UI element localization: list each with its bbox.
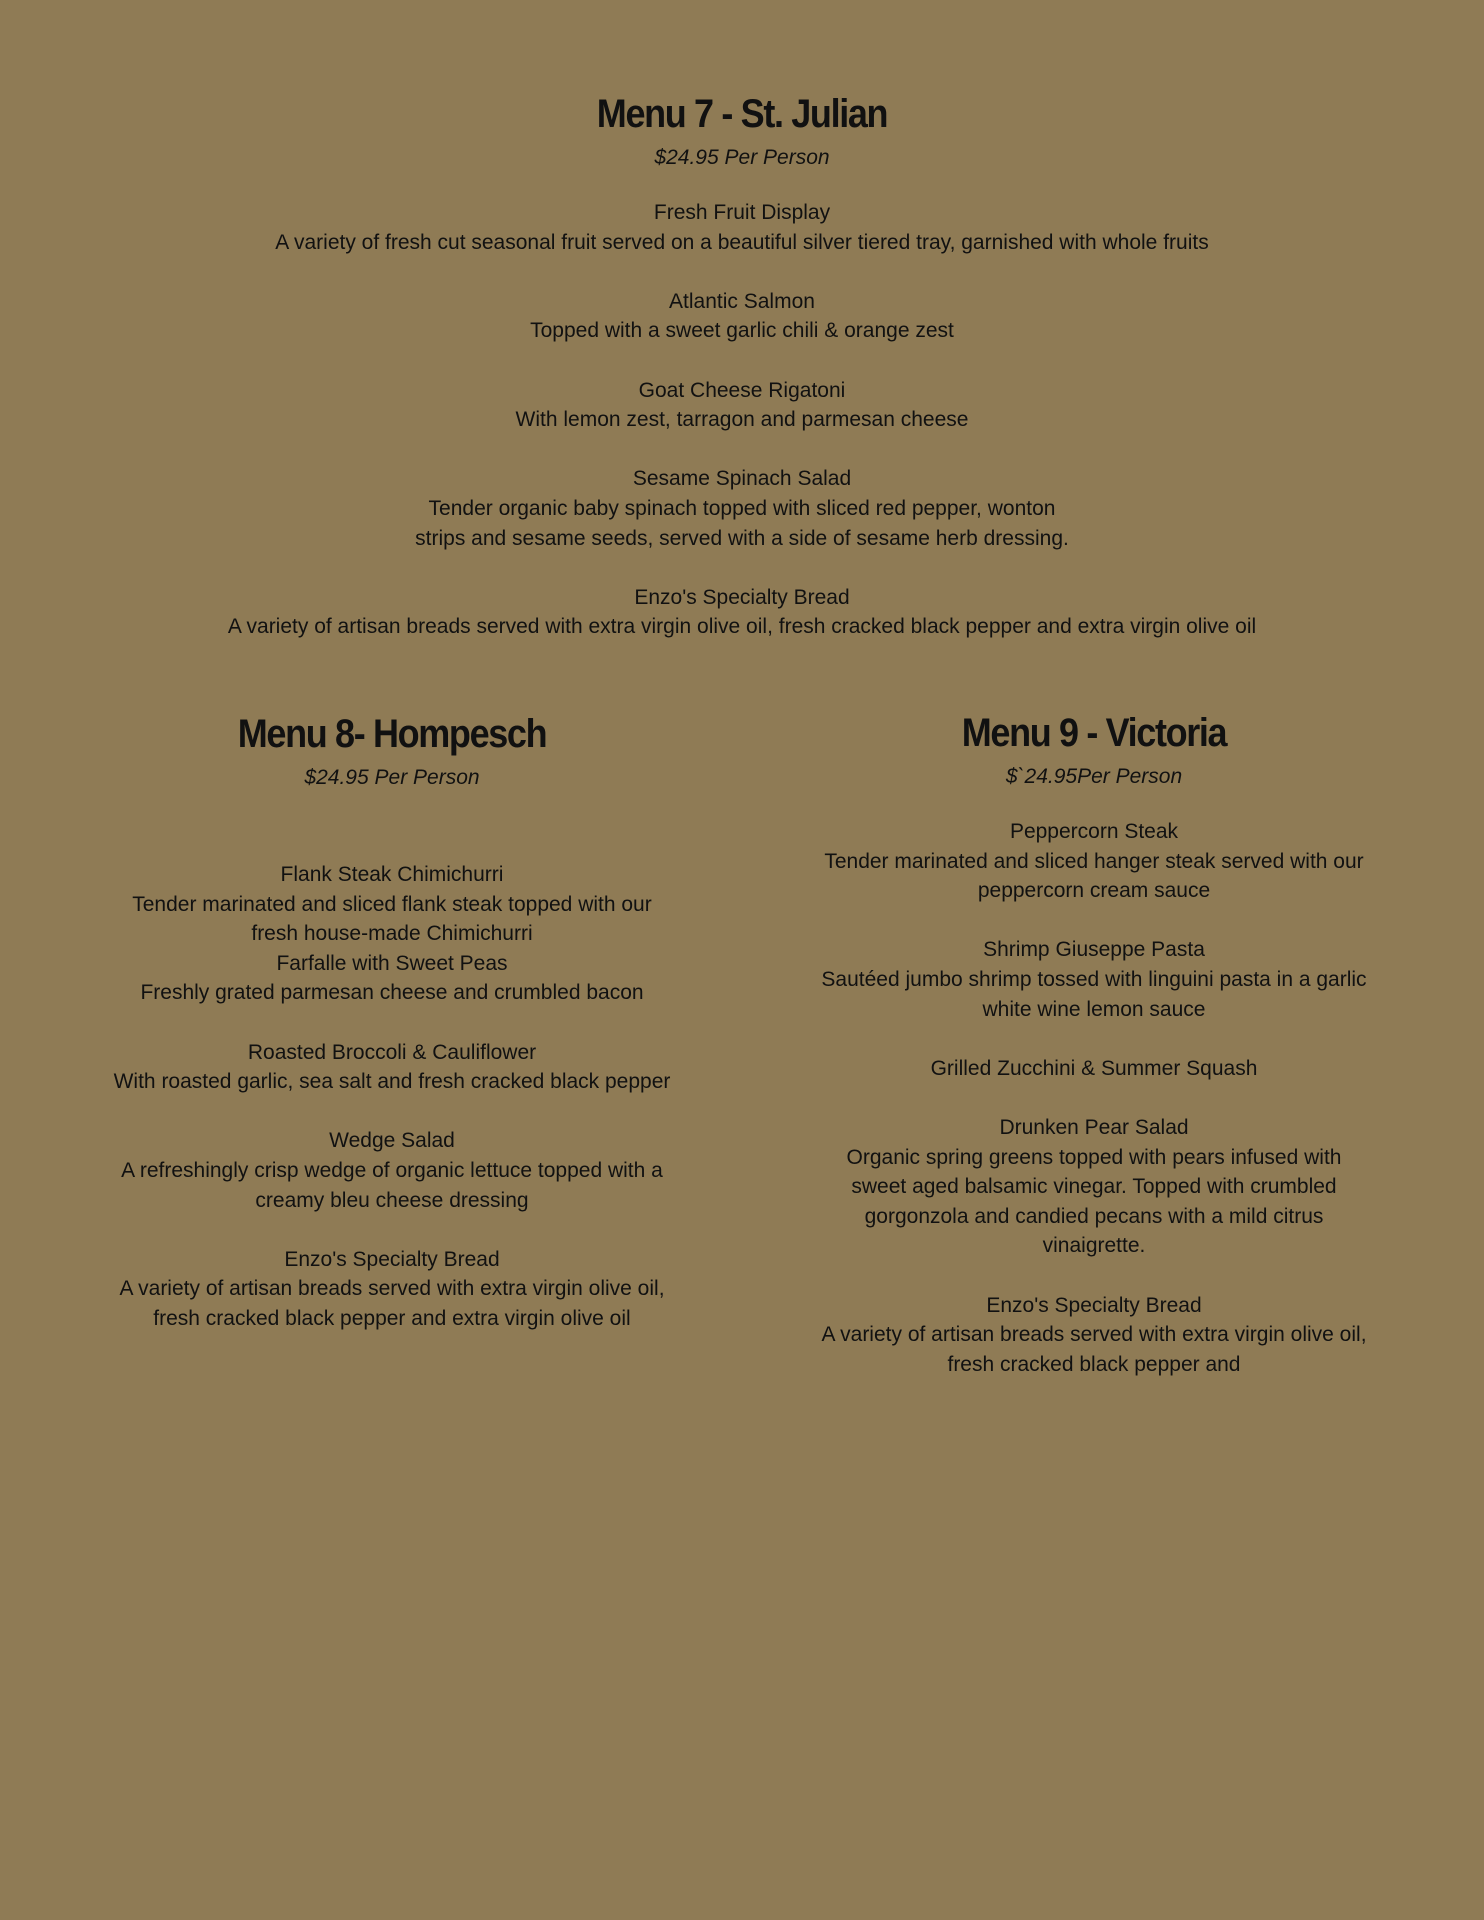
item-description: With roasted garlic, sea salt and fresh cracked black pepper [113, 1070, 671, 1094]
item-name: Peppercorn Steak [1009, 820, 1179, 843]
menu-item [60, 287, 1424, 346]
item-description: A variety of fresh cut seasonal fruit served on a beautiful silver tiered tray, garnished with whole fruits [275, 230, 1209, 254]
menu-price: $24.95 Per Person [654, 146, 830, 169]
item-name: Grilled Zucchini & Summer Squash [930, 1056, 1258, 1080]
menu-item [764, 1291, 1424, 1380]
menu-item [60, 1245, 724, 1334]
menu-item [60, 1126, 724, 1215]
menu-item [764, 817, 1424, 906]
item-name: Enzo's Specialty Bread [986, 1293, 1202, 1317]
menu-item [764, 935, 1424, 1024]
menu-item [764, 1113, 1424, 1261]
item-description: A refreshingly crisp wedge of organic lettuce topped with a creamy bleu cheese dressing [121, 1158, 663, 1212]
menu-item [60, 583, 1424, 642]
item-description: Organic spring greens topped with pears infused with sweet aged balsamic vinegar. Topped with crumbled gorgonzola and candied pecans with a mild citrus vinaigrette. [846, 1145, 1342, 1258]
item-description: Tender organic baby spinach topped with sliced red pepper, wonton strips and sesame seeds, served with a side of sesame herb dressing. [415, 496, 1069, 550]
menu-price: $`24.95Per Person [1005, 765, 1183, 788]
item-description: Tender marinated and sliced hanger steak served with our peppercorn cream sauce [824, 849, 1364, 903]
item-name: Atlantic Salmon [669, 289, 815, 313]
menu-title: Menu 9 - Victoria [961, 711, 1227, 755]
menu-item [60, 198, 1424, 257]
menu-price: $24.95 Per Person [304, 766, 480, 789]
menu-items [60, 198, 1424, 642]
item-name: Enzo's Specialty Bread [634, 585, 850, 609]
menu-items [60, 860, 724, 1334]
menu-item [60, 464, 1424, 553]
item-name: Roasted Broccoli & Cauliflower [247, 1040, 537, 1064]
menu-item [60, 860, 724, 949]
menu-9-section [764, 707, 1424, 1379]
item-description: Topped with a sweet garlic chili & orange zest [530, 319, 954, 343]
menu-item [60, 376, 1424, 435]
item-name: Shrimp Giuseppe Pasta [983, 938, 1205, 962]
item-name: Enzo's Specialty Bread [284, 1247, 500, 1271]
menu-7-section [60, 88, 1424, 642]
menu-item [60, 1038, 724, 1097]
item-name: Fresh Fruit Display [653, 201, 831, 224]
menu-items [764, 817, 1424, 1379]
item-name: Flank Steak Chimichurri [280, 863, 504, 886]
menu-title: Menu 8- Hompesch [237, 712, 547, 756]
item-description: Tender marinated and sliced flank steak topped with our fresh house-made Chimichurri [132, 892, 652, 946]
item-name: Goat Cheese Rigatoni [638, 378, 846, 402]
menu-item [764, 1054, 1424, 1084]
item-name: Wedge Salad [329, 1129, 455, 1153]
item-name: Drunken Pear Salad [999, 1115, 1189, 1139]
item-description: Sautéed jumbo shrimp tossed with linguini pasta in a garlic white wine lemon sauce [821, 967, 1367, 1021]
menu-title: Menu 7 - St. Julian [596, 92, 888, 136]
menu-item [60, 949, 724, 1008]
item-description: Freshly grated parmesan cheese and crumbled bacon [140, 981, 644, 1005]
item-description: A variety of artisan breads served with extra virgin olive oil, fresh cracked black pepper and extra virgin olive oil [227, 615, 1257, 639]
item-name: Farfalle with Sweet Peas [276, 951, 508, 975]
item-name: Sesame Spinach Salad [632, 467, 852, 491]
item-description: A variety of artisan breads served with extra virgin olive oil, fresh cracked black pepper and extra virgin olive oil [119, 1277, 665, 1330]
menu-8-section [60, 708, 724, 1334]
item-description: A variety of artisan breads served with extra virgin olive oil, fresh cracked black pepper and [821, 1323, 1367, 1376]
item-description: With lemon zest, tarragon and parmesan cheese [515, 408, 969, 432]
